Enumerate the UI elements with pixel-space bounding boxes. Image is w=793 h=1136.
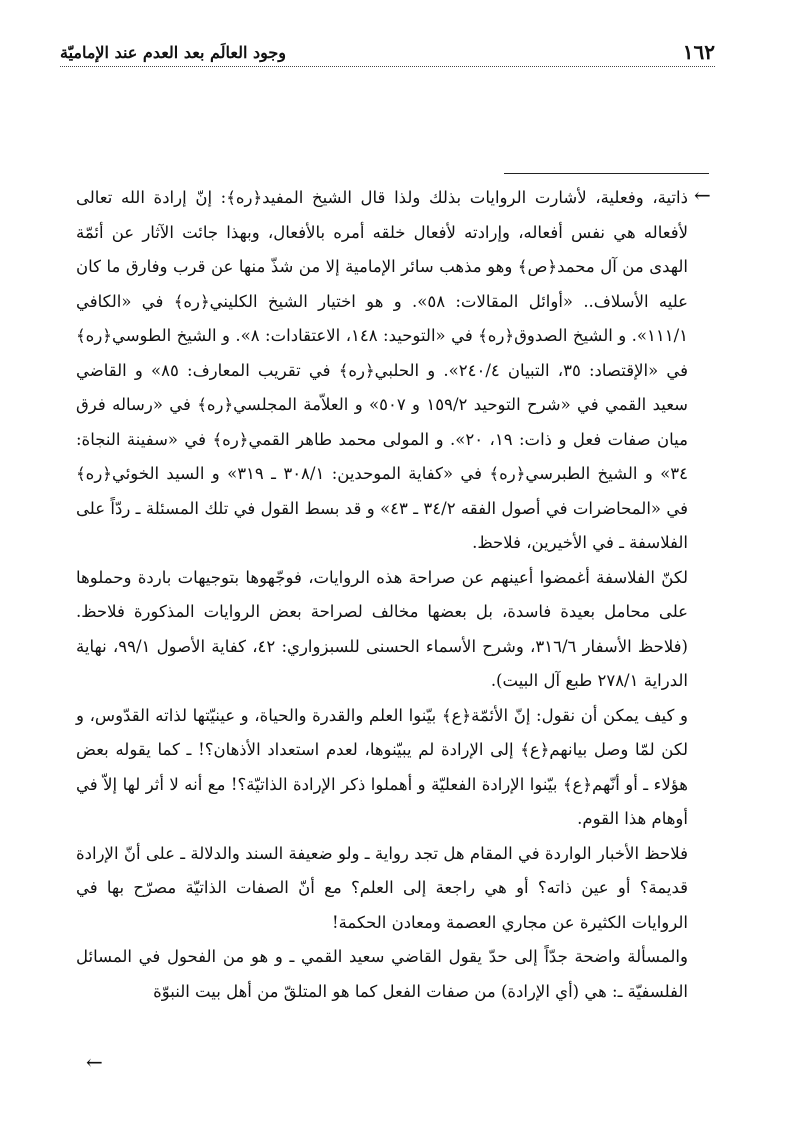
footnote-paragraph: و كيف يمكن أن نقول: إنّ الأئمّة﴿ع﴾ بيّنوا العلم والقدرة والحياة، و عينيّتها لذاته القدّوس، و لكن لمّا وصل بيانهم﴿ع﴾ إلى الإرادة لم يبيّنوها، لعدم استعداد الأذهان؟! ـ كما يقوله بعض هؤلاء ـ أو أنّهم﴿ع﴾ بيّنوا الإرادة الفعليّة و أهملوا ذكر الإرادة الذاتيّة؟! مع أنه لا أثر لها إلاّ في أوهام هذا القوم.: [76, 705, 688, 828]
footnote-paragraph: لكنّ الفلاسفة أغمضوا أعينهم عن صراحة هذه الروايات، فوجّهوها بتوجيهات باردة وحملوها على محامل بعيدة فاسدة، بل بعضها مخالف لصراحة بعض الروايات المذكورة فلاحظ. (فلاحظ الأسفار ٣١٦/٦، وشرح الأسماء الحسنى للسبزواري: ٤٢، كفاية الأصول ٩٩/١، نهاية الدراية ٢٧٨/١ طبع آل البيت).: [76, 567, 688, 690]
next-page-arrow-icon: ←: [86, 1050, 103, 1074]
page-header: [60, 36, 715, 67]
footnote-paragraph: ذاتية، وفعلية، لأشارت الروايات بذلك ولذا قال الشيخ المفيد﴿ره﴾: إنّ إرادة الله تعالى لأفعاله هي نفس أفعاله، وإرادته لأفعال خلقه أمره بالأفعال، وبهذا جائت الآثار عن أئمّة الهدى من آل محمد﴿ص﴾ وهو مذهب سائر الإمامية إلا من شذّ منها عن قرب وفارق ما كان عليه الأسلاف.. «أوائل المقالات: ٥٨». و هو اختيار الشيخ الكليني﴿ره﴾ في «الكافي ١١١/١». و الشيخ الصدوق﴿ره﴾ في «التوحيد: ١٤٨، الاعتقادات: ٨». و الشيخ الطوسي﴿ره﴾ في «الإقتصاد: ٣٥، التبيان ٢٤٠/٤». و الحلبي﴿ره﴾ في تقريب المعارف: ٨٥» و القاضي سعيد القمي في «شرح التوحيد ١٥٩/٢ و ٥٠٧» و العلاّمة المجلسي﴿ره﴾ في «رساله فرق ميان صفات فعل و ذات: ١٩، ٢٠». و المولى محمد طاهر القمي﴿ره﴾ في «سفينة النجاة: ٣٤» و الشيخ الطبرسي﴿ره﴾ في «كفاية الموحدين: ٣٠٨/١ ـ ٣١٩» و السيد الخوئي﴿ره﴾ في «المحاضرات في أصول الفقه ٣٤/٢ ـ ٤٣» و قد بسط القول في تلك المسئلة ـ ردّاً على الفلاسفة ـ في الأخيرين، فلاحظ.: [76, 188, 689, 552]
footnote-body: [76, 181, 688, 1009]
page-number: ١٦٢: [682, 40, 715, 64]
footnote-separator: [504, 173, 709, 174]
footnote-paragraph: والمسألة واضحة جدّاً إلى حدّ يقول القاضي سعيد القمي ـ و هو من الفحول في المسائل الفلسفيّة ـ: هي (أي الإرادة) من صفات الفعل كما هو المتلقّ من أهل بيت النبوّة: [76, 947, 688, 1001]
footnote-paragraph: فلاحظ الأخبار الواردة في المقام هل تجد رواية ـ ولو ضعيفة السند والدلالة ـ على أنّ الإرادة قديمة؟ أو عين ذاته؟ أو هي راجعة إلى العلم؟ مع أنّ الصفات الذاتيّة مصرّح بها في الروايات الكثيرة عن مجاري العصمة ومعادن الحكمة!: [76, 843, 688, 932]
running-title: وجود العالَم بعد العدم عند الإماميّة: [60, 43, 286, 62]
continuation-arrow-icon: ←: [694, 183, 711, 207]
